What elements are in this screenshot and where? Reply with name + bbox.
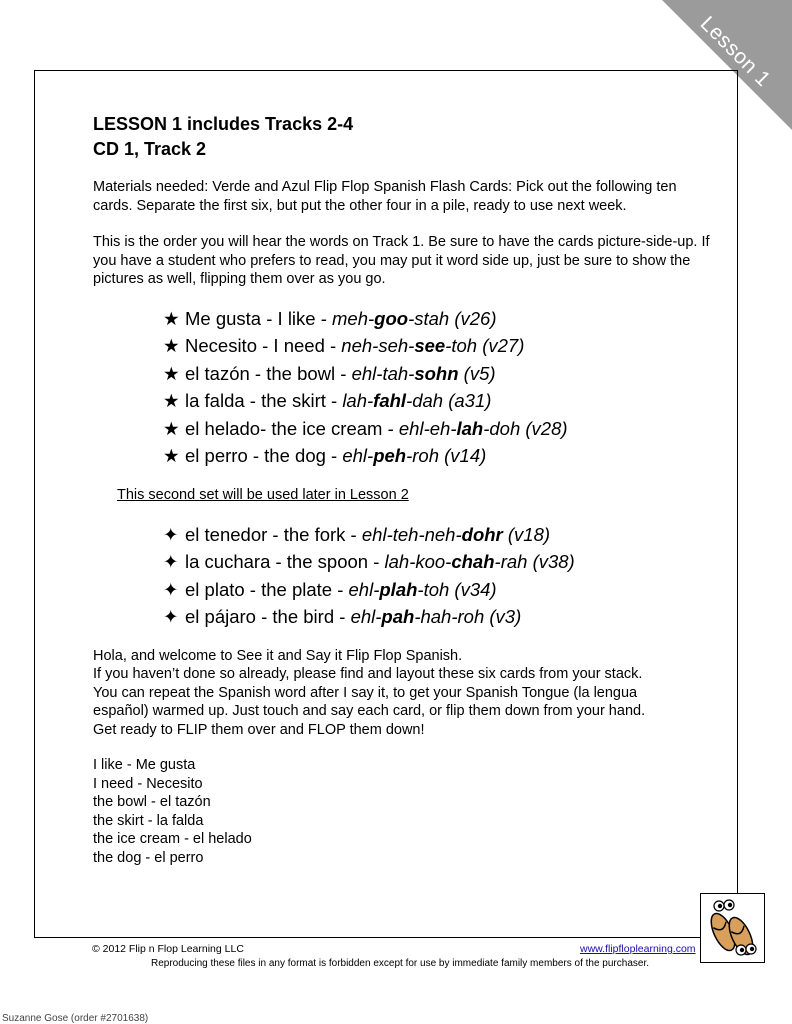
word-list-item — [163, 332, 713, 360]
sparkle-bullet-icon: ✦ — [163, 551, 179, 572]
vocab-list — [93, 756, 713, 867]
closing-line: You can repeat the Spanish word after I say it, to get your Spanish Tongue (la lengua — [93, 684, 638, 701]
word-list-item — [163, 521, 713, 549]
word-list-item — [163, 305, 713, 333]
pronunciation: ehl-eh-lah-doh (v28) — [398, 417, 568, 439]
set2-heading: This second set will be used later in Lesson 2 — [117, 486, 409, 503]
sparkle-bullet-icon: ✦ — [163, 578, 179, 600]
word-translation: el helado- the ice cream - — [185, 417, 399, 439]
word-translation: el tenedor - the fork - — [185, 523, 362, 545]
vocab-item: the skirt - la falda — [93, 812, 204, 829]
pronunciation: neh-seh-see-toh (v27) — [341, 335, 525, 356]
word-translation: Me gusta - I like - — [185, 307, 333, 329]
pronunciation: ehl-pah-hah-roh (v3) — [350, 606, 522, 627]
pronunciation: ehl-peh-roh (v14) — [342, 445, 487, 466]
pronunciation: lah-fahl-dah (a31) — [342, 390, 492, 411]
website-link[interactable]: www.flipfloplearning.com — [580, 943, 696, 955]
closing-line: If you haven’t done so already, please find and layout these six cards from your stack. — [93, 666, 643, 682]
pronunciation: meh-goo-stah (v26) — [332, 307, 497, 329]
word-list-item — [163, 576, 713, 604]
word-list-item — [163, 387, 713, 415]
word-list-item — [163, 415, 713, 443]
word-list-item — [163, 548, 713, 576]
word-translation: el tazón - the bowl - — [185, 362, 352, 384]
star-bullet-icon: ★ — [163, 307, 180, 329]
pronunciation: ehl-teh-neh-dohr (v18) — [361, 523, 551, 545]
word-translation: el plato - the plate - — [185, 578, 349, 600]
star-bullet-icon: ★ — [163, 335, 180, 356]
closing-line: Hola, and welcome to See it and Say it Flip Flop Spanish. — [93, 647, 463, 664]
word-list-item — [163, 442, 713, 470]
word-translation: la falda - the skirt - — [185, 390, 343, 411]
pronunciation: lah-koo-chah-rah (v38) — [384, 551, 575, 572]
lesson-content — [93, 112, 713, 867]
flip-flop-logo — [700, 893, 765, 963]
word-translation: Necesito - I need - — [185, 335, 342, 356]
word-list-item — [163, 360, 713, 388]
order-paragraph: This is the order you will hear the words on Track 1. Be sure to have the cards picture-side-up. If you have a student who prefers to read, you may put it word side up, just be sure to show the pictures as well, flipping them over as you go. — [93, 234, 710, 287]
word-translation: el pájaro - the bird - — [185, 606, 351, 627]
word-translation: el perro - the dog - — [185, 445, 343, 466]
pronunciation: ehl-tah-sohn (v5) — [351, 362, 496, 384]
reproduction-notice: Reproducing these files in any format is forbidden except for use by immediate family members of the purchaser. — [150, 958, 650, 969]
word-list-item — [163, 603, 713, 631]
star-bullet-icon: ★ — [163, 390, 180, 411]
sparkle-bullet-icon: ✦ — [163, 606, 179, 627]
word-list-set1 — [163, 305, 713, 470]
copyright-text: © 2012 Flip n Flop Learning LLC — [92, 943, 244, 955]
closing-paragraph — [93, 647, 713, 740]
star-bullet-icon: ★ — [163, 362, 180, 384]
vocab-item: the dog - el perro — [93, 849, 204, 866]
closing-line: español) warmed up. Just touch and say each card, or flip them down from your hand. — [93, 703, 646, 719]
closing-line: Get ready to FLIP them over and FLOP them down! — [93, 721, 425, 738]
pronunciation: ehl-plah-toh (v34) — [348, 578, 497, 600]
materials-paragraph: Materials needed: Verde and Azul Flip Flop Spanish Flash Cards: Pick out the following ten cards. Separate the first six, but put the other four in a pile, ready to use next week. — [93, 179, 677, 214]
vocab-item: I need - Necesito — [93, 775, 203, 792]
vocab-item: I like - Me gusta — [93, 757, 196, 773]
word-list-set2 — [163, 521, 713, 631]
vocab-item: the ice cream - el helado — [93, 831, 252, 847]
vocab-item: the bowl - el tazón — [93, 794, 211, 810]
order-stamp: Suzanne Gose (order #2701638) — [2, 1013, 149, 1024]
corner-tab-label: Lesson 1 — [695, 11, 776, 92]
star-bullet-icon: ★ — [163, 417, 180, 439]
track-heading: CD 1, Track 2 — [93, 139, 207, 159]
word-translation: la cuchara - the spoon - — [185, 551, 385, 572]
lesson-heading: LESSON 1 includes Tracks 2-4 — [93, 114, 354, 134]
star-bullet-icon: ★ — [163, 445, 180, 466]
flip-flop-sandals-icon — [701, 894, 763, 961]
sparkle-bullet-icon: ✦ — [163, 523, 179, 545]
